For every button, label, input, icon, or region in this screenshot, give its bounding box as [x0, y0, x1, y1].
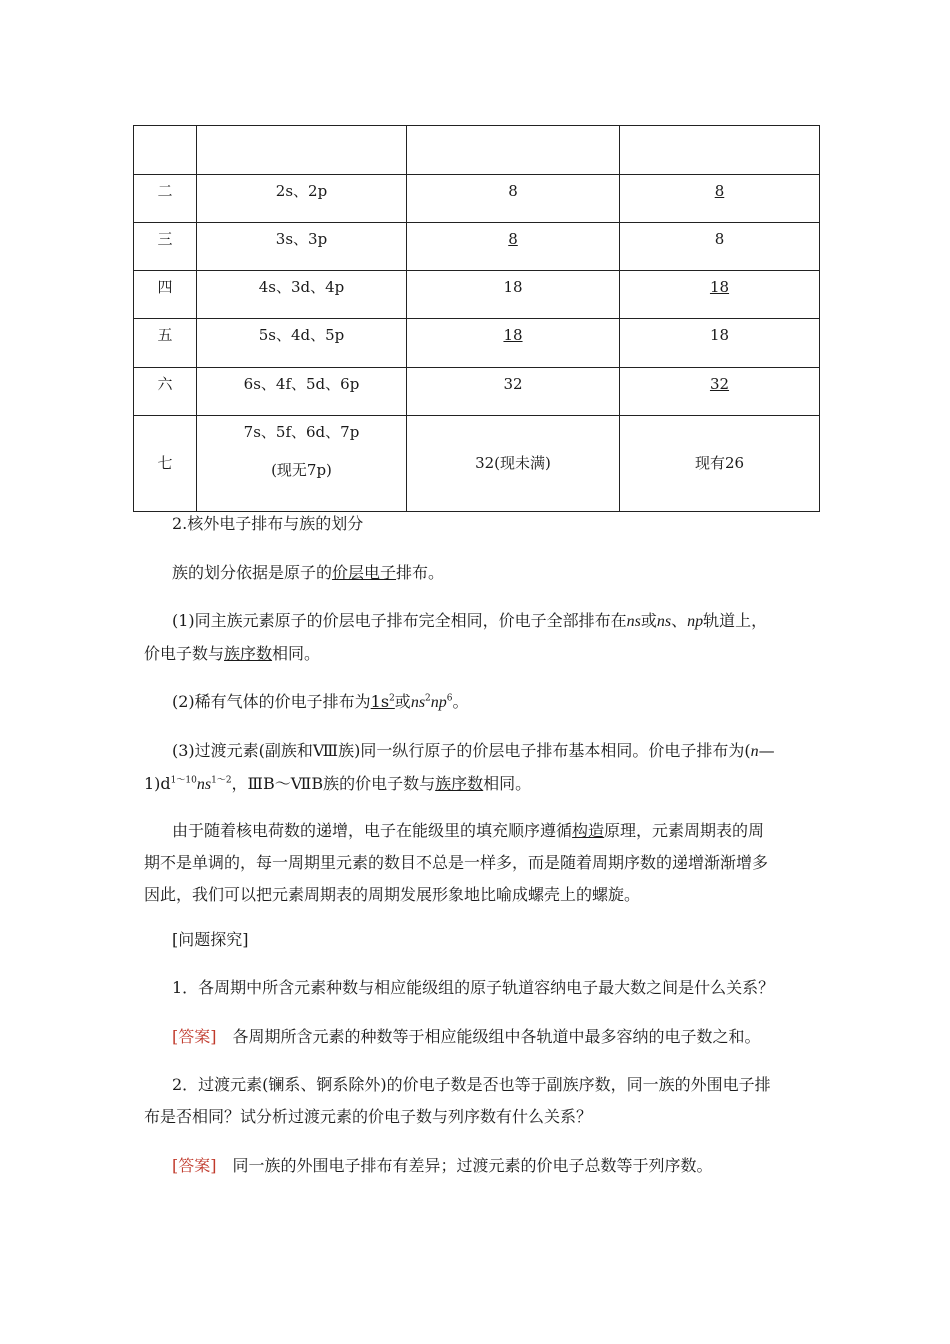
text: 价电子数与 — [144, 644, 225, 663]
header-cell — [134, 126, 197, 175]
formula: ns — [410, 694, 426, 711]
count-cell — [407, 319, 620, 368]
formula: n — [750, 743, 759, 760]
blank-answer: 族序数 — [224, 644, 273, 663]
text: 轨道上， — [703, 611, 768, 630]
formula: 1s — [370, 692, 390, 711]
text: 排布。 — [396, 563, 445, 582]
text: 或 — [394, 692, 411, 711]
table-row — [134, 175, 820, 223]
formula: ns — [196, 776, 212, 793]
header-cell — [197, 126, 407, 175]
max-cell — [620, 175, 820, 223]
item2-paragraph — [172, 686, 822, 719]
max-cell: 8 — [620, 223, 820, 271]
max-cell — [620, 368, 820, 416]
levels-cell: 2s、2p — [197, 175, 407, 223]
table-header-row — [134, 126, 820, 175]
text: 期不是单调的，每一周期里元素的数目不总是一样多，而是随着周期序数的递增渐渐增多 — [144, 853, 769, 872]
section-heading: 2.核外电子排布与族的划分 — [172, 514, 364, 533]
blank-answer: 18 — [709, 278, 730, 296]
text: 。 — [452, 692, 469, 711]
superscript: 1～2 — [211, 775, 232, 786]
blank-answer: 32 — [709, 375, 730, 393]
text: 原理，元素周期表的周 — [604, 821, 765, 840]
formula: ns — [656, 613, 672, 630]
header-cell — [407, 126, 620, 175]
text: 族的划分依据是原子的 — [172, 563, 333, 582]
text: 由于随着核电荷数的递增，电子在能级里的填充顺序遵循 — [172, 821, 573, 840]
levels-cell: 3s、3p — [197, 223, 407, 271]
superscript: 2 — [425, 693, 431, 704]
count-cell: 8 — [407, 175, 620, 223]
blank-answer — [371, 692, 395, 711]
answer-text: 同一族的外围电子排布有差异；过渡元素的价电子总数等于列序数。 — [232, 1156, 713, 1175]
formula: np — [430, 694, 447, 711]
formula: np — [687, 613, 704, 630]
count-cell: 18 — [407, 271, 620, 319]
table-row — [134, 223, 820, 271]
table-row — [134, 319, 820, 368]
count-cell: 32 — [407, 368, 620, 416]
superscript: 2 — [389, 693, 395, 704]
period-cell: 三 — [134, 223, 197, 271]
max-cell: 现有26 — [620, 416, 820, 512]
answer-tag: [答案] — [172, 1027, 217, 1046]
levels-note: (现无7p) — [271, 461, 332, 479]
inquiry-title: [问题探究] — [172, 930, 249, 949]
text: 相同。 — [272, 644, 321, 663]
blank-answer: 价层电子 — [332, 563, 397, 582]
text: ，ⅢB～ⅦB族的价电子数与 — [231, 774, 436, 793]
text: 布是否相同？试分析过渡元素的价电子数与列序数有什么关系？ — [144, 1107, 593, 1126]
count-cell: 32(现未满) — [407, 416, 620, 512]
spiral-paragraph — [144, 815, 824, 911]
item3-paragraph — [144, 735, 824, 801]
answer-2 — [172, 1150, 822, 1182]
answer-1 — [172, 1021, 822, 1053]
count-cell — [407, 223, 620, 271]
table-row — [134, 271, 820, 319]
period-cell: 五 — [134, 319, 197, 368]
text: 2．过渡元素(镧系、锕系除外)的价电子数是否也等于副族序数，同一族的外围电子排 — [172, 1075, 771, 1094]
table-row — [134, 416, 820, 512]
blank-answer: 族序数 — [435, 774, 484, 793]
text: (3)过渡元素(副族和Ⅷ族)同一纵行原子的价层电子排布基本相同。价电子排布为( — [172, 741, 751, 760]
period-table — [133, 125, 820, 512]
answer-tag: [答案] — [172, 1156, 217, 1175]
blank-answer: 8 — [508, 230, 518, 248]
blank-answer: 18 — [503, 326, 523, 344]
period-cell: 四 — [134, 271, 197, 319]
levels-cell: 5s、4d、5p — [197, 319, 407, 368]
formula: ns — [626, 613, 641, 630]
text: — — [758, 741, 775, 760]
levels-cell: 4s、3d、4p — [197, 271, 407, 319]
levels-cell: 6s、4f、5d、6p — [197, 368, 407, 416]
item1-paragraph — [144, 605, 824, 670]
text: 因此，我们可以把元素周期表的周期发展形象地比喻成螺壳上的螺旋。 — [144, 885, 641, 904]
superscript: 6 — [446, 693, 453, 704]
question-2 — [144, 1069, 824, 1133]
levels-text: 7s、5f、6d、7p — [243, 423, 360, 441]
text: (1)同主族元素原子的价层电子排布完全相同，价电子全部排布在 — [172, 611, 627, 630]
period-cell: 六 — [134, 368, 197, 416]
table-row — [134, 368, 820, 416]
text: 相同。 — [483, 774, 532, 793]
superscript: 1～10 — [170, 775, 197, 786]
max-cell — [620, 271, 820, 319]
answer-text: 各周期所含元素的种数等于相应能级组中各轨道中最多容纳的电子数之和。 — [232, 1027, 761, 1046]
question-1: 1．各周期中所含元素种数与相应能级组的原子轨道容纳电子最大数之间是什么关系？ — [172, 978, 775, 997]
text: 1)d — [144, 774, 171, 793]
text: 、 — [671, 611, 688, 630]
blank-answer: 8 — [714, 182, 725, 200]
period-cell: 二 — [134, 175, 197, 223]
text: 或 — [640, 611, 657, 630]
period-cell: 七 — [134, 416, 197, 512]
blank-answer: 构造 — [572, 821, 605, 840]
header-cell — [620, 126, 820, 175]
max-cell: 18 — [620, 319, 820, 368]
levels-cell — [197, 416, 407, 512]
text: (2)稀有气体的价电子排布为 — [172, 692, 371, 711]
basis-paragraph — [172, 557, 822, 589]
